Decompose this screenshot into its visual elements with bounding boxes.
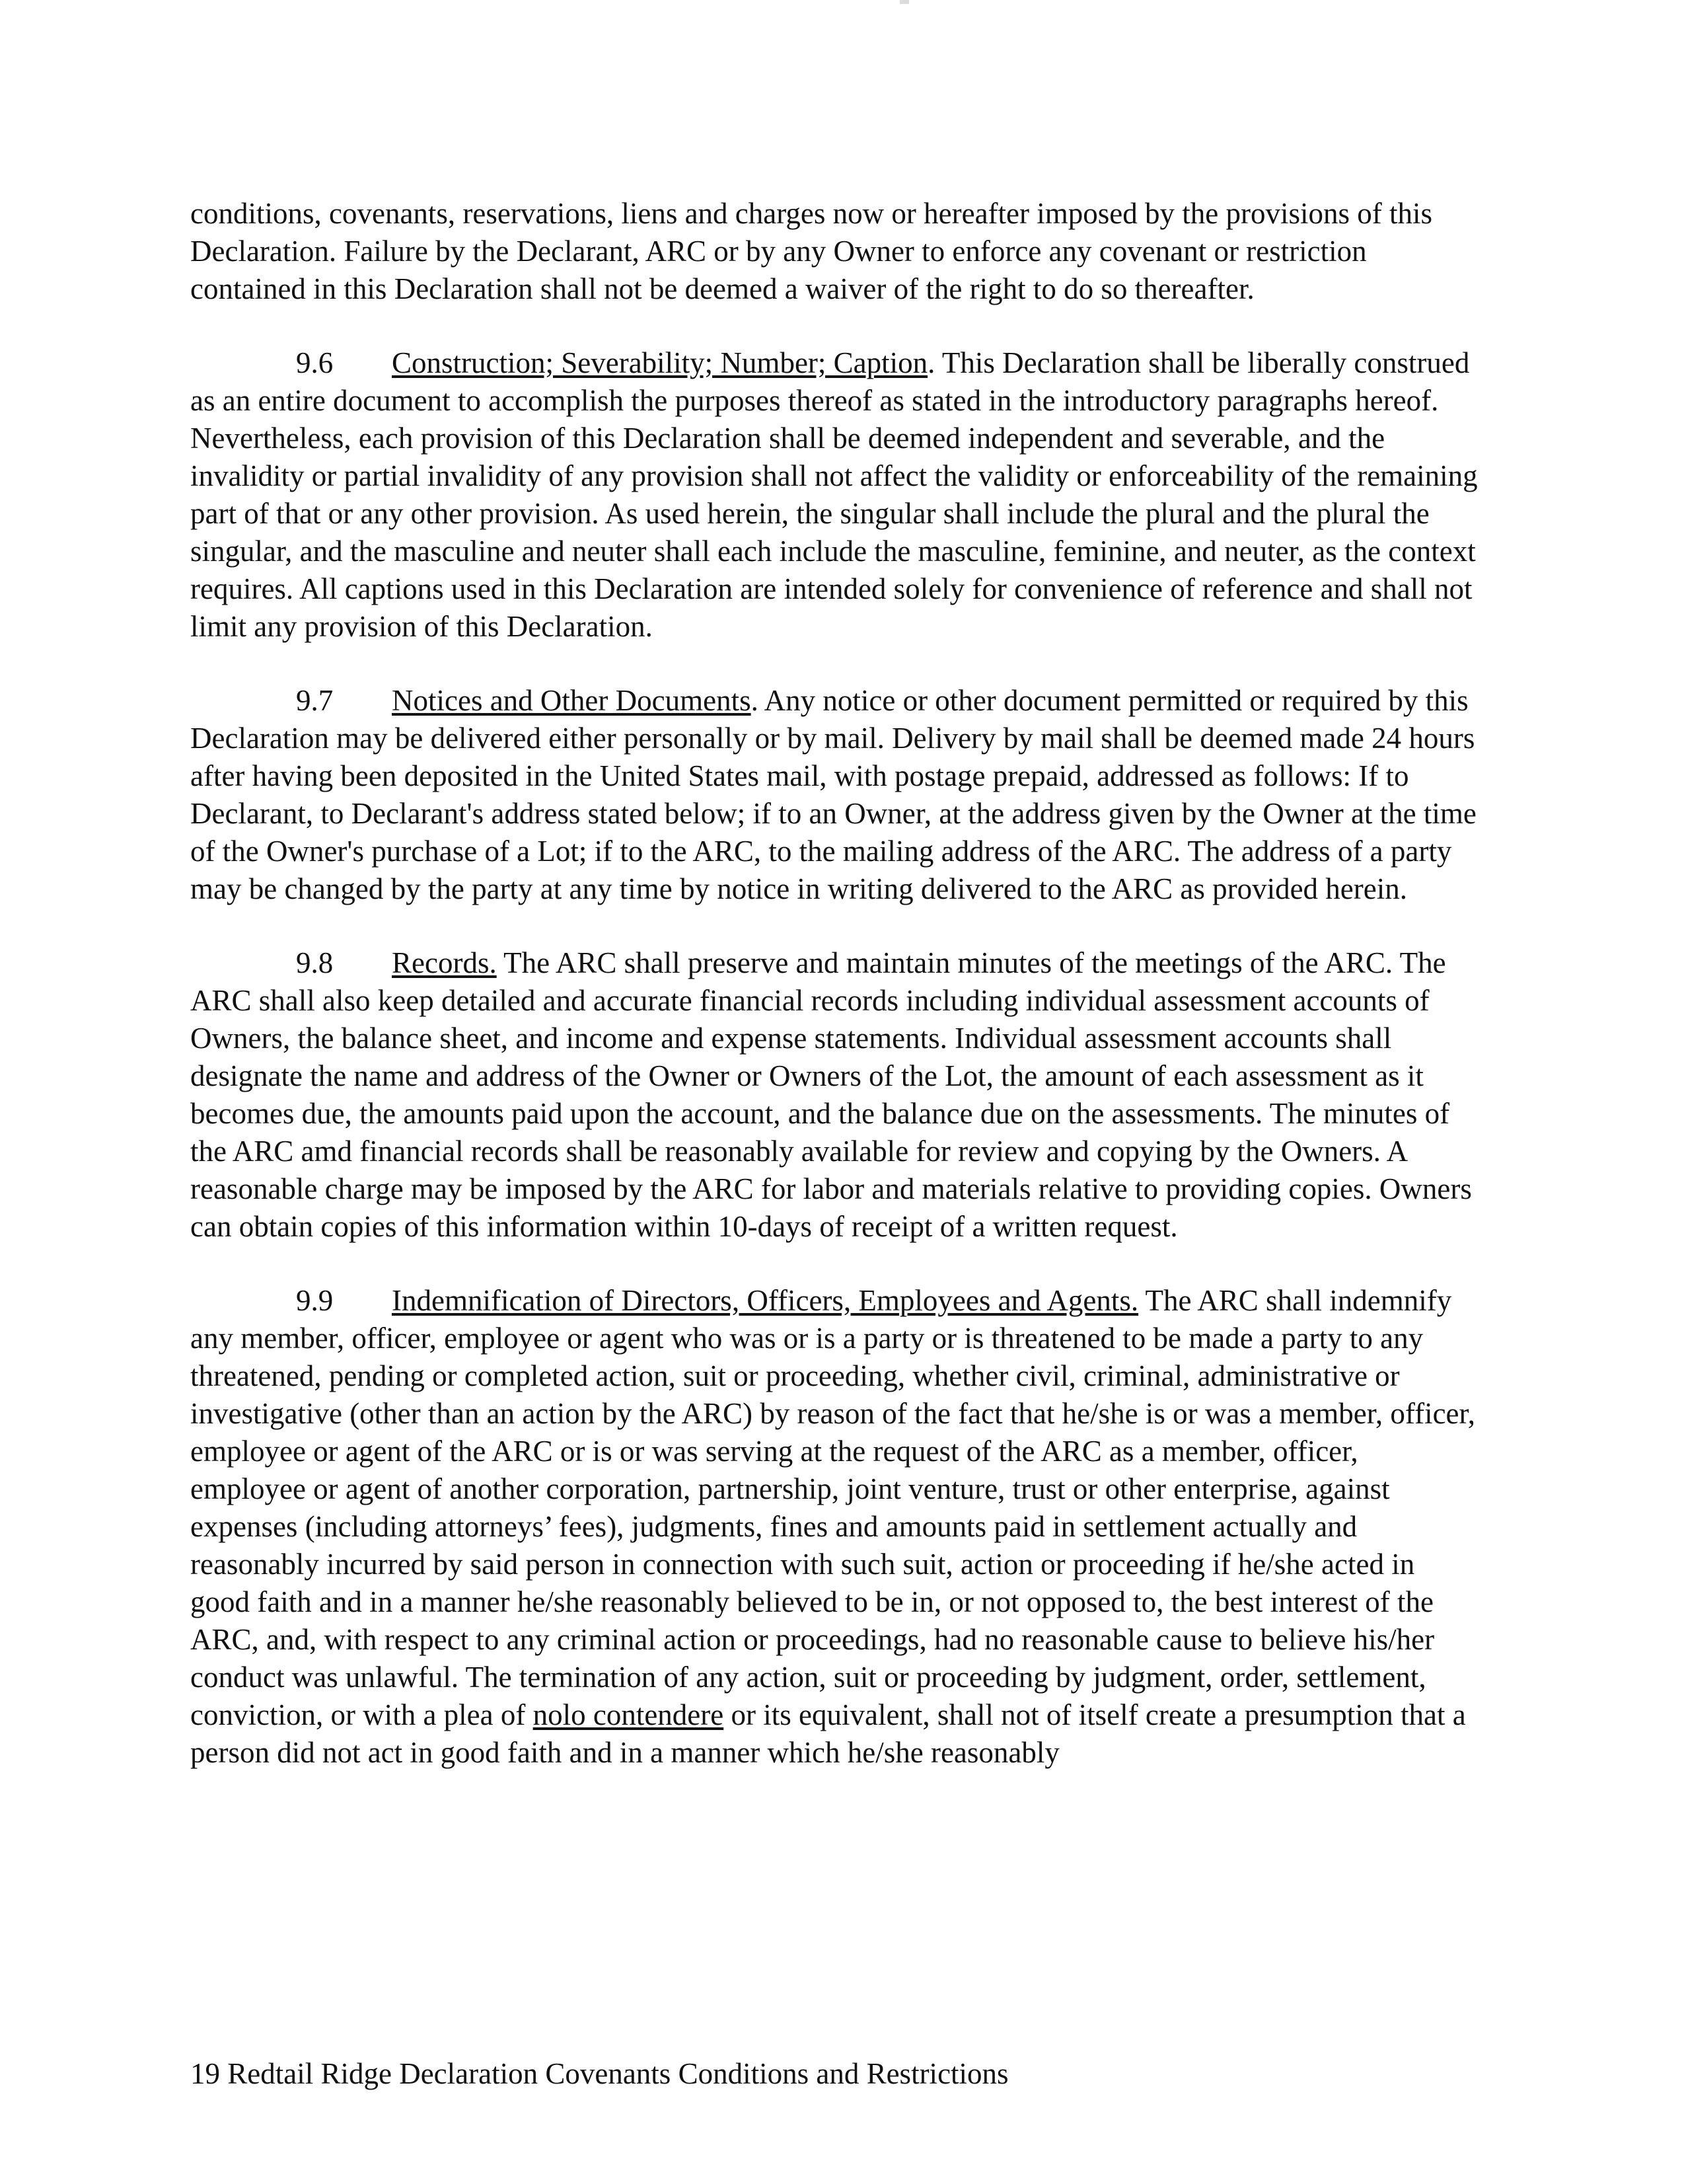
section-number: 9.8 [296,946,334,979]
section-9-9 [190,1282,1479,1772]
section-text-before-term: The ARC shall indemnify any member, officer, employee or agent who was or is a party or is threatened to be made a party to any threatened, pending or completed action, suit or proceeding, whether civil, criminal, administrative or investigative (other than an action by the ARC) by reason of the fact that he/she is or was a member, officer, employee or agent of the ARC or is or was serving at the request of the ARC as a member, officer, employee or agent of another corporation, partnership, joint venture, trust or other enterprise, against expenses (including attorneys’ fees), judgments, fines and amounts paid in settlement actually and reasonably incurred by said person in connection with such suit, action or proceeding if he/she acted in good faith and in a manner he/she reasonably believed to be in, or not opposed to, the best interest of the ARC, and, with respect to any criminal action or proceedings, had no reasonable cause to believe his/her conduct was unlawful. The termination of any action, suit or proceeding by judgment, order, settlement, conviction, or with a plea of [190,1284,1475,1731]
section-text: The ARC shall preserve and maintain minutes of the meetings of the ARC. The ARC shall also keep detailed and accurate financial records including individual assessment accounts of Owners, the balance sheet, and income and expense statements. Individual assessment accounts shall designate the name and address of the Owner or Owners of the Lot, the amount of each assessment as it becomes due, the amounts paid upon the account, and the balance due on the assessments. The minutes of the ARC amd financial records shall be reasonably available for review and copying by the Owners. A reasonable charge may be imposed by the ARC for labor and materials relative to providing copies. Owners can obtain copies of this information within 10-days of receipt of a written request. [190,946,1472,1243]
section-heading: Indemnification of Directors, Officers, Employees and Agents. [392,1284,1139,1317]
section-text: This Declaration shall be liberally construed as an entire document to accomplish the purposes thereof as stated in the introductory paragraphs hereof. Nevertheless, each provision of this Declaration shall be deemed independent and severable, and the invalidity or partial invalidity of any provision shall not affect the validity or enforceability of the remaining part of that or any other provision. As used herein, the singular shall include the plural and the plural the singular, and the masculine and neuter shall each include the masculine, feminine, and neuter, as the context requires. All captions used in this Declaration are intended solely for convenience of reference and shall not limit any provision of this Declaration. [190,346,1478,643]
section-text: Any notice or other document permitted or required by this Declaration may be delivered either personally or by mail. Delivery by mail shall be deemed made 24 hours after having been deposited in the United States mail, with postage prepaid, addressed as follows: If to Declarant, to Declarant's address stated below; if to an Owner, at the address given by the Owner at the time of the Owner's purchase of a Lot; if to the ARC, to the mailing address of the ARC. The address of a party may be changed by the party at any time by notice in writing delivered to the ARC as provided herein. [190,684,1477,905]
continuation-text: conditions, covenants, reservations, liens and charges now or hereafter imposed by the provisions of this Declaration. Failure by the Declarant, ARC or by any Owner to enforce any covenant or restriction contained in this Declaration shall not be deemed a waiver of the right to do so thereafter. [190,197,1432,305]
section-number: 9.7 [296,684,334,717]
scan-speck [900,0,909,4]
section-text-after-term: or its equivalent, shall not of itself create a presumption that a person did not act in good faith and in a manner which he/she reasonably [190,1698,1466,1769]
section-heading: Construction; Severability; Number; Caption [392,346,928,379]
section-heading-punct: . [750,684,758,717]
document-body [190,195,1479,1808]
page-footer: 19 Redtail Ridge Declaration Covenants Conditions and Restrictions [190,2057,1009,2090]
continuation-paragraph [190,195,1479,308]
latin-term: nolo contendere [532,1698,724,1731]
section-heading: Records. [392,946,497,979]
section-number: 9.9 [296,1284,334,1317]
section-9-8 [190,944,1479,1246]
section-heading: Notices and Other Documents [392,684,751,717]
section-9-7 [190,682,1479,908]
section-heading-punct: . [928,346,935,379]
section-9-6 [190,344,1479,646]
section-number: 9.6 [296,346,334,379]
